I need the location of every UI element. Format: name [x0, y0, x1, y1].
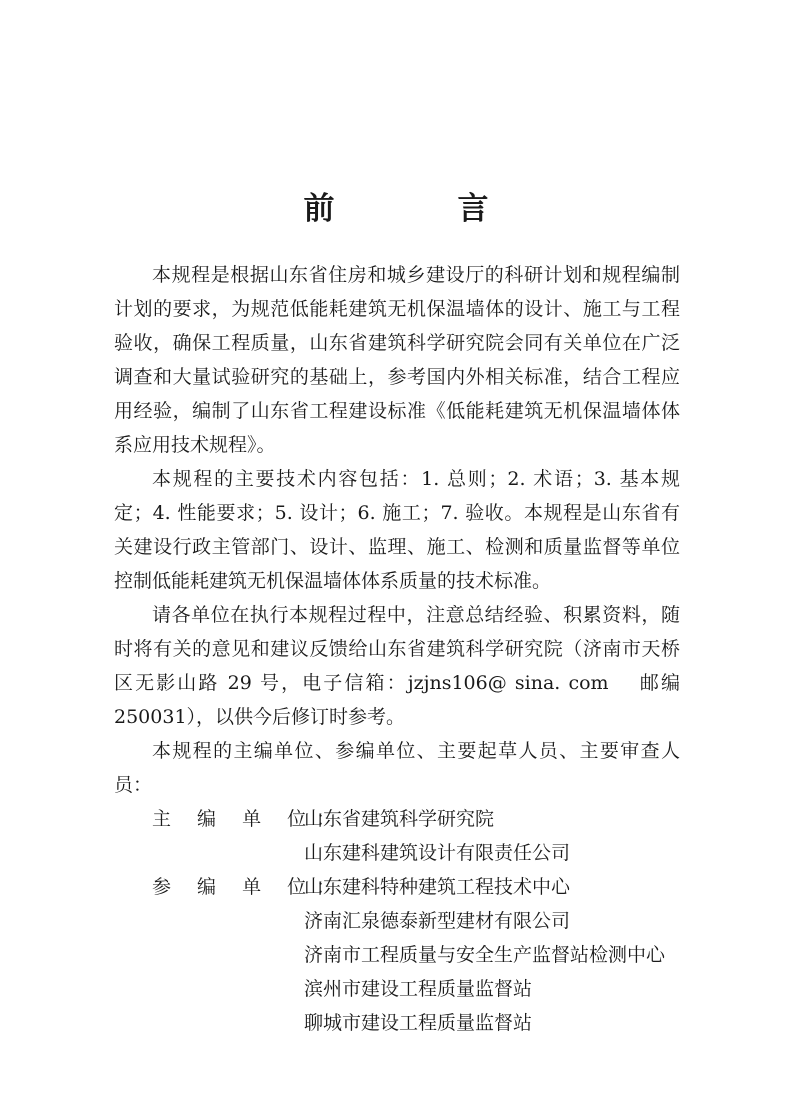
- document-body: [114, 258, 680, 1040]
- page-title: 前 言: [303, 191, 535, 227]
- participant-unit: 济南市工程质量与安全生产监督站检测中心: [304, 944, 666, 966]
- chief-editor-units: [304, 802, 680, 870]
- participant-units: [304, 870, 680, 1040]
- chief-editor-unit: 山东建科建筑设计有限责任公司: [304, 842, 571, 864]
- participant-unit: 滨州市建设工程质量监督站: [304, 978, 533, 1000]
- chief-editor-label: 主 编 单 位：: [152, 808, 346, 830]
- paragraph-contents: 本规程的主要技术内容包括：1. 总则；2. 术语；3. 基本规定；4. 性能要求；5. 设计；6. 施工；7. 验收。本规程是山东省有关建设行政主管部门、设计、监理、施工、检测和质量监督等单位控制低能耗建筑无机保温墙体体系质量的技术标准。: [114, 468, 680, 592]
- participant-unit: 聊城市建设工程质量监督站: [304, 1012, 533, 1034]
- paragraph-feedback: 请各单位在执行本规程过程中，注意总结经验、积累资料，随时将有关的意见和建议反馈给山东省建筑科学研究院（济南市天桥区无影山路 29 号，电子信箱：jzjns106@ sina. com 邮编 250031），以供今后修订时参考。: [114, 604, 680, 728]
- paragraph-purpose: 本规程是根据山东省住房和城乡建设厅的科研计划和规程编制计划的要求，为规范低能耗建筑无机保温墙体的设计、施工与工程验收，确保工程质量，山东省建筑科学研究院会同有关单位在广泛调查和大量试验研究的基础上，参考国内外相关标准，结合工程应用经验，编制了山东省工程建设标准《低能耗建筑无机保温墙体体系应用技术规程》。: [114, 264, 680, 456]
- participant-unit: 山东建科特种建筑工程技术中心: [304, 876, 571, 898]
- participants-section: [114, 870, 680, 1040]
- paragraph-units-intro: 本规程的主编单位、参编单位、主要起草人员、主要审查人员：: [114, 740, 680, 796]
- chief-editor-section: [114, 802, 680, 870]
- participants-label: 参 编 单 位：: [152, 876, 346, 898]
- chief-editor-unit: 山东省建筑科学研究院: [304, 808, 495, 830]
- participant-unit: 济南汇泉德泰新型建材有限公司: [304, 910, 571, 932]
